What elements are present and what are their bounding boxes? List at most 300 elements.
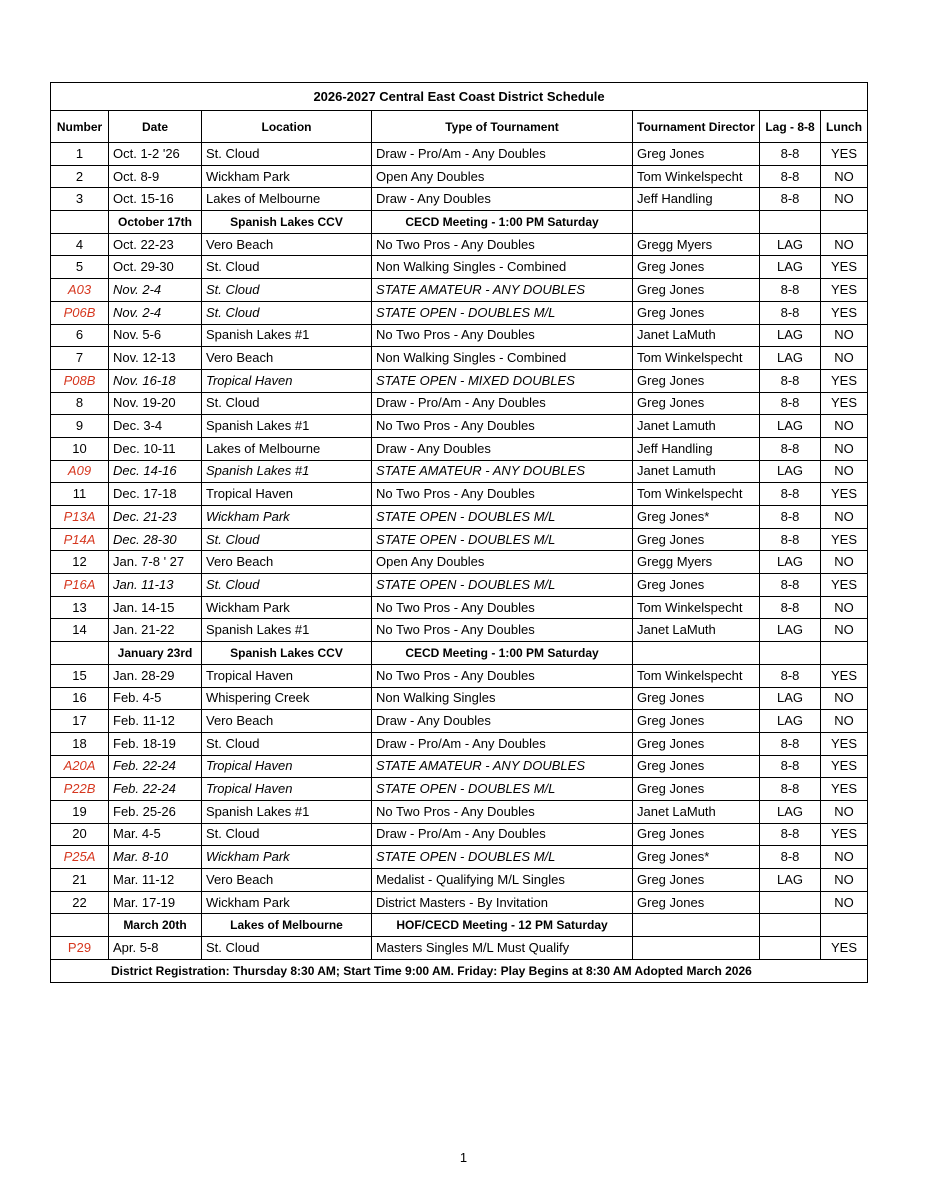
cell-lunch: YES [821, 369, 868, 392]
cell-type: HOF/CECD Meeting - 12 PM Saturday [372, 914, 633, 937]
cell-location: Tropical Haven [202, 755, 372, 778]
cell-location: Spanish Lakes #1 [202, 619, 372, 642]
cell-lunch: NO [821, 324, 868, 347]
header-lag: Lag - 8-8 [760, 111, 821, 143]
schedule-title: 2026-2027 Central East Coast District Schedule [51, 83, 868, 111]
table-row [51, 279, 868, 302]
cell-date: Jan. 11-13 [109, 574, 202, 597]
cell-lag [760, 891, 821, 914]
cell-location: Wickham Park [202, 846, 372, 869]
cell-date: Jan. 28-29 [109, 664, 202, 687]
cell-number: 21 [51, 869, 109, 892]
cell-number: 13 [51, 596, 109, 619]
cell-director: Greg Jones [633, 256, 760, 279]
cell-date: Oct. 15-16 [109, 188, 202, 211]
cell-type: No Two Pros - Any Doubles [372, 415, 633, 438]
cell-lunch: YES [821, 755, 868, 778]
cell-lunch: YES [821, 528, 868, 551]
cell-lunch: YES [821, 279, 868, 302]
cell-location: Wickham Park [202, 165, 372, 188]
cell-number: 20 [51, 823, 109, 846]
cell-director: Tom Winkelspecht [633, 664, 760, 687]
cell-type: Masters Singles M/L Must Qualify [372, 937, 633, 960]
cell-location: St. Cloud [202, 256, 372, 279]
cell-director: Gregg Myers [633, 233, 760, 256]
cell-lag [760, 914, 821, 937]
cell-number [51, 914, 109, 937]
cell-number: 7 [51, 347, 109, 370]
cell-lag: 8-8 [760, 188, 821, 211]
cell-number: A09 [51, 460, 109, 483]
cell-lag: 8-8 [760, 574, 821, 597]
page-number: 1 [459, 1150, 468, 1165]
cell-lunch: YES [821, 483, 868, 506]
cell-type: STATE OPEN - DOUBLES M/L [372, 778, 633, 801]
table-row [51, 596, 868, 619]
cell-number [51, 211, 109, 234]
cell-lag: 8-8 [760, 301, 821, 324]
cell-lag: 8-8 [760, 755, 821, 778]
cell-director [633, 642, 760, 665]
cell-date: Dec. 10-11 [109, 437, 202, 460]
cell-director: Tom Winkelspecht [633, 165, 760, 188]
cell-date: Nov. 2-4 [109, 301, 202, 324]
cell-date: Oct. 22-23 [109, 233, 202, 256]
cell-number: 2 [51, 165, 109, 188]
table-row [51, 460, 868, 483]
cell-type: No Two Pros - Any Doubles [372, 619, 633, 642]
cell-director: Greg Jones [633, 823, 760, 846]
cell-type: No Two Pros - Any Doubles [372, 483, 633, 506]
table-row [51, 551, 868, 574]
cell-location: Vero Beach [202, 233, 372, 256]
cell-type: Open Any Doubles [372, 165, 633, 188]
cell-director: Greg Jones [633, 891, 760, 914]
cell-lag: 8-8 [760, 392, 821, 415]
cell-lunch: YES [821, 143, 868, 166]
cell-lag: 8-8 [760, 664, 821, 687]
cell-location: St. Cloud [202, 301, 372, 324]
cell-lag: 8-8 [760, 596, 821, 619]
cell-lunch: NO [821, 437, 868, 460]
cell-number: P25A [51, 846, 109, 869]
cell-type: Draw - Pro/Am - Any Doubles [372, 392, 633, 415]
cell-type: Draw - Any Doubles [372, 437, 633, 460]
cell-number: 5 [51, 256, 109, 279]
cell-location: Wickham Park [202, 891, 372, 914]
table-row [51, 869, 868, 892]
cell-number: P16A [51, 574, 109, 597]
cell-type: Medalist - Qualifying M/L Singles [372, 869, 633, 892]
cell-location: Tropical Haven [202, 483, 372, 506]
cell-lunch: NO [821, 165, 868, 188]
cell-lunch: YES [821, 937, 868, 960]
cell-lunch: NO [821, 710, 868, 733]
cell-type: STATE AMATEUR - ANY DOUBLES [372, 460, 633, 483]
cell-date: Apr. 5-8 [109, 937, 202, 960]
cell-lunch: NO [821, 869, 868, 892]
cell-type: Draw - Pro/Am - Any Doubles [372, 823, 633, 846]
cell-number: 16 [51, 687, 109, 710]
cell-location: Spanish Lakes #1 [202, 415, 372, 438]
cell-type: STATE OPEN - DOUBLES M/L [372, 506, 633, 529]
cell-location: Spanish Lakes CCV [202, 642, 372, 665]
table-row [51, 301, 868, 324]
cell-date: Feb. 18-19 [109, 732, 202, 755]
table-row [51, 937, 868, 960]
cell-lag: 8-8 [760, 846, 821, 869]
cell-date: Feb. 4-5 [109, 687, 202, 710]
cell-type: No Two Pros - Any Doubles [372, 596, 633, 619]
cell-location: Lakes of Melbourne [202, 914, 372, 937]
cell-type: STATE OPEN - MIXED DOUBLES [372, 369, 633, 392]
cell-type: STATE OPEN - DOUBLES M/L [372, 301, 633, 324]
table-row [51, 800, 868, 823]
cell-date: Mar. 11-12 [109, 869, 202, 892]
table-row [51, 528, 868, 551]
schedule-rows [51, 143, 868, 960]
cell-location: St. Cloud [202, 143, 372, 166]
cell-lag: LAG [760, 233, 821, 256]
cell-type: STATE OPEN - DOUBLES M/L [372, 528, 633, 551]
cell-date: Jan. 7-8 ' 27 [109, 551, 202, 574]
cell-lunch: NO [821, 347, 868, 370]
cell-type: Open Any Doubles [372, 551, 633, 574]
table-row [51, 755, 868, 778]
cell-date: Oct. 8-9 [109, 165, 202, 188]
cell-director [633, 914, 760, 937]
cell-type: Non Walking Singles - Combined [372, 256, 633, 279]
cell-location: Vero Beach [202, 869, 372, 892]
cell-date: Mar. 8-10 [109, 846, 202, 869]
cell-location: St. Cloud [202, 279, 372, 302]
cell-number: 3 [51, 188, 109, 211]
cell-lunch: YES [821, 301, 868, 324]
cell-lunch: NO [821, 596, 868, 619]
cell-director: Tom Winkelspecht [633, 347, 760, 370]
cell-date: Feb. 11-12 [109, 710, 202, 733]
cell-lag: LAG [760, 551, 821, 574]
cell-location: Lakes of Melbourne [202, 188, 372, 211]
table-row [51, 846, 868, 869]
cell-location: Vero Beach [202, 710, 372, 733]
cell-lunch: YES [821, 664, 868, 687]
cell-number: 11 [51, 483, 109, 506]
cell-type: Draw - Pro/Am - Any Doubles [372, 732, 633, 755]
cell-type: STATE AMATEUR - ANY DOUBLES [372, 279, 633, 302]
table-row [51, 687, 868, 710]
meeting-row [51, 211, 868, 234]
cell-date: Nov. 16-18 [109, 369, 202, 392]
table-row [51, 732, 868, 755]
cell-date: Feb. 25-26 [109, 800, 202, 823]
cell-location: Spanish Lakes CCV [202, 211, 372, 234]
cell-date: Nov. 19-20 [109, 392, 202, 415]
cell-location: Tropical Haven [202, 664, 372, 687]
header-director: Tournament Director [633, 111, 760, 143]
table-row [51, 710, 868, 733]
cell-director: Greg Jones [633, 732, 760, 755]
table-row [51, 437, 868, 460]
header-lunch: Lunch [821, 111, 868, 143]
cell-number: 6 [51, 324, 109, 347]
cell-type: CECD Meeting - 1:00 PM Saturday [372, 642, 633, 665]
header-type: Type of Tournament [372, 111, 633, 143]
cell-type: Draw - Pro/Am - Any Doubles [372, 143, 633, 166]
cell-lag: 8-8 [760, 823, 821, 846]
cell-lag: LAG [760, 256, 821, 279]
cell-type: STATE AMATEUR - ANY DOUBLES [372, 755, 633, 778]
cell-date: Nov. 2-4 [109, 279, 202, 302]
table-row [51, 778, 868, 801]
table-row [51, 483, 868, 506]
cell-lunch [821, 211, 868, 234]
cell-lunch: YES [821, 392, 868, 415]
cell-number: 15 [51, 664, 109, 687]
cell-director: Greg Jones [633, 755, 760, 778]
cell-director: Greg Jones [633, 301, 760, 324]
cell-lunch: NO [821, 460, 868, 483]
cell-lag: 8-8 [760, 528, 821, 551]
cell-lunch: NO [821, 891, 868, 914]
cell-number: P14A [51, 528, 109, 551]
cell-location: St. Cloud [202, 528, 372, 551]
cell-lag: 8-8 [760, 437, 821, 460]
cell-director: Greg Jones [633, 778, 760, 801]
cell-location: Spanish Lakes #1 [202, 800, 372, 823]
meeting-row [51, 914, 868, 937]
cell-type: No Two Pros - Any Doubles [372, 664, 633, 687]
cell-date: Mar. 17-19 [109, 891, 202, 914]
cell-date: Nov. 5-6 [109, 324, 202, 347]
meeting-row [51, 642, 868, 665]
cell-number: 10 [51, 437, 109, 460]
cell-date: March 20th [109, 914, 202, 937]
cell-number: P06B [51, 301, 109, 324]
footer-note: District Registration: Thursday 8:30 AM; Start Time 9:00 AM. Friday: Play Begins at 8:30 AM Adopted March 2026 [51, 959, 868, 982]
cell-type: Draw - Any Doubles [372, 188, 633, 211]
cell-number: P29 [51, 937, 109, 960]
cell-director: Greg Jones [633, 528, 760, 551]
cell-director: Greg Jones [633, 710, 760, 733]
cell-location: Vero Beach [202, 347, 372, 370]
cell-location: Tropical Haven [202, 778, 372, 801]
cell-lunch: YES [821, 574, 868, 597]
cell-date: Dec. 3-4 [109, 415, 202, 438]
cell-director: Janet LaMuth [633, 619, 760, 642]
header-date: Date [109, 111, 202, 143]
cell-lag [760, 937, 821, 960]
table-row [51, 233, 868, 256]
cell-number: P08B [51, 369, 109, 392]
cell-lunch: NO [821, 619, 868, 642]
header-number: Number [51, 111, 109, 143]
cell-location: St. Cloud [202, 574, 372, 597]
cell-date: Jan. 14-15 [109, 596, 202, 619]
cell-director: Janet LaMuth [633, 324, 760, 347]
cell-lag: 8-8 [760, 778, 821, 801]
cell-lunch: NO [821, 687, 868, 710]
cell-number: 9 [51, 415, 109, 438]
cell-director: Janet LaMuth [633, 800, 760, 823]
table-row [51, 188, 868, 211]
table-row [51, 891, 868, 914]
cell-location: St. Cloud [202, 392, 372, 415]
cell-number: A20A [51, 755, 109, 778]
cell-type: No Two Pros - Any Doubles [372, 800, 633, 823]
cell-lunch: NO [821, 233, 868, 256]
cell-type: Draw - Any Doubles [372, 710, 633, 733]
cell-lunch: YES [821, 823, 868, 846]
table-row [51, 574, 868, 597]
cell-location: Wickham Park [202, 596, 372, 619]
cell-lunch: NO [821, 551, 868, 574]
cell-date: Oct. 29-30 [109, 256, 202, 279]
cell-director: Jeff Handling [633, 188, 760, 211]
cell-lag: 8-8 [760, 279, 821, 302]
cell-director: Greg Jones [633, 143, 760, 166]
cell-lag [760, 642, 821, 665]
cell-location: St. Cloud [202, 937, 372, 960]
table-row [51, 619, 868, 642]
cell-lunch: YES [821, 256, 868, 279]
cell-director: Greg Jones [633, 392, 760, 415]
cell-date: Jan. 21-22 [109, 619, 202, 642]
cell-number: 14 [51, 619, 109, 642]
cell-director [633, 211, 760, 234]
cell-date: January 23rd [109, 642, 202, 665]
cell-location: Lakes of Melbourne [202, 437, 372, 460]
cell-location: Tropical Haven [202, 369, 372, 392]
cell-lag: LAG [760, 687, 821, 710]
cell-lag: LAG [760, 415, 821, 438]
cell-lag: 8-8 [760, 165, 821, 188]
cell-number: P13A [51, 506, 109, 529]
header-location: Location [202, 111, 372, 143]
cell-number: 12 [51, 551, 109, 574]
cell-lag: LAG [760, 460, 821, 483]
cell-lag: LAG [760, 324, 821, 347]
cell-location: St. Cloud [202, 732, 372, 755]
cell-lunch: YES [821, 778, 868, 801]
cell-location: Wickham Park [202, 506, 372, 529]
cell-director: Janet Lamuth [633, 460, 760, 483]
cell-date: October 17th [109, 211, 202, 234]
cell-lag: LAG [760, 347, 821, 370]
cell-date: Dec. 21-23 [109, 506, 202, 529]
cell-director: Tom Winkelspecht [633, 483, 760, 506]
cell-director: Janet Lamuth [633, 415, 760, 438]
cell-lunch: NO [821, 188, 868, 211]
table-row [51, 506, 868, 529]
table-row [51, 324, 868, 347]
schedule-table [50, 82, 868, 983]
table-row [51, 823, 868, 846]
cell-number: 17 [51, 710, 109, 733]
table-row [51, 347, 868, 370]
cell-location: St. Cloud [202, 823, 372, 846]
cell-number: A03 [51, 279, 109, 302]
cell-lunch: NO [821, 800, 868, 823]
cell-type: STATE OPEN - DOUBLES M/L [372, 574, 633, 597]
cell-lunch [821, 914, 868, 937]
cell-director: Greg Jones* [633, 846, 760, 869]
cell-type: District Masters - By Invitation [372, 891, 633, 914]
cell-type: STATE OPEN - DOUBLES M/L [372, 846, 633, 869]
cell-lunch: NO [821, 506, 868, 529]
cell-lunch: NO [821, 415, 868, 438]
cell-type: No Two Pros - Any Doubles [372, 324, 633, 347]
table-row [51, 165, 868, 188]
cell-date: Dec. 28-30 [109, 528, 202, 551]
table-row [51, 256, 868, 279]
cell-type: No Two Pros - Any Doubles [372, 233, 633, 256]
table-row [51, 664, 868, 687]
cell-number: 8 [51, 392, 109, 415]
cell-number: 4 [51, 233, 109, 256]
table-row [51, 415, 868, 438]
cell-number: 19 [51, 800, 109, 823]
cell-lag: 8-8 [760, 143, 821, 166]
cell-date: Feb. 22-24 [109, 778, 202, 801]
cell-director: Greg Jones* [633, 506, 760, 529]
cell-director: Jeff Handling [633, 437, 760, 460]
cell-director: Greg Jones [633, 369, 760, 392]
cell-lunch: NO [821, 846, 868, 869]
cell-director: Greg Jones [633, 279, 760, 302]
cell-location: Whispering Creek [202, 687, 372, 710]
cell-lag: LAG [760, 800, 821, 823]
cell-lag: LAG [760, 869, 821, 892]
cell-number [51, 642, 109, 665]
cell-lag: LAG [760, 619, 821, 642]
cell-location: Spanish Lakes #1 [202, 324, 372, 347]
cell-director: Tom Winkelspecht [633, 596, 760, 619]
cell-date: Mar. 4-5 [109, 823, 202, 846]
cell-director: Greg Jones [633, 574, 760, 597]
cell-lag: 8-8 [760, 369, 821, 392]
cell-date: Dec. 17-18 [109, 483, 202, 506]
cell-type: Non Walking Singles - Combined [372, 347, 633, 370]
cell-director [633, 937, 760, 960]
cell-lag: 8-8 [760, 483, 821, 506]
cell-director: Greg Jones [633, 869, 760, 892]
cell-director: Greg Jones [633, 687, 760, 710]
cell-date: Oct. 1-2 '26 [109, 143, 202, 166]
table-row [51, 143, 868, 166]
cell-director: Gregg Myers [633, 551, 760, 574]
cell-location: Vero Beach [202, 551, 372, 574]
cell-number: 18 [51, 732, 109, 755]
cell-type: CECD Meeting - 1:00 PM Saturday [372, 211, 633, 234]
cell-location: Spanish Lakes #1 [202, 460, 372, 483]
cell-date: Dec. 14-16 [109, 460, 202, 483]
cell-number: 1 [51, 143, 109, 166]
cell-number: 22 [51, 891, 109, 914]
cell-type: Non Walking Singles [372, 687, 633, 710]
cell-lag [760, 211, 821, 234]
cell-lunch [821, 642, 868, 665]
cell-number: P22B [51, 778, 109, 801]
cell-lag: LAG [760, 710, 821, 733]
table-row [51, 392, 868, 415]
cell-lag: 8-8 [760, 732, 821, 755]
cell-lag: 8-8 [760, 506, 821, 529]
cell-lunch: YES [821, 732, 868, 755]
cell-date: Nov. 12-13 [109, 347, 202, 370]
table-row [51, 369, 868, 392]
cell-date: Feb. 22-24 [109, 755, 202, 778]
